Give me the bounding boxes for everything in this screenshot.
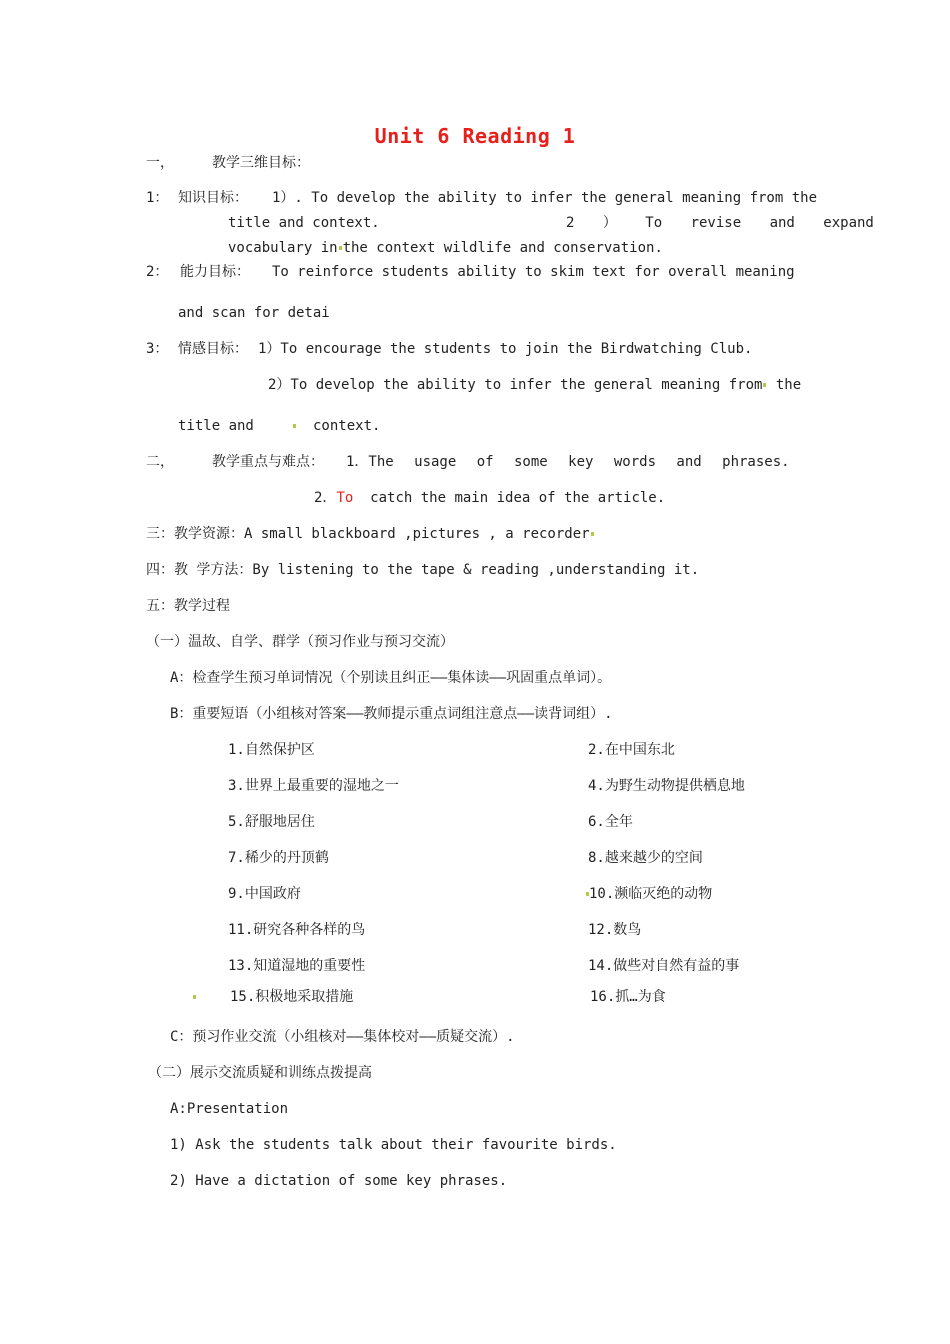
goal-3-line-2a: 2）To develop the ability to infer the general meaning from [268, 377, 763, 393]
goal-3-mark [292, 416, 297, 436]
goal-3-label: 情感目标： [178, 341, 248, 357]
goal-3-line-1: 1）To encourage the students to join the Birdwatching Club. [258, 341, 753, 357]
mark-dot [763, 383, 766, 387]
section-4: 四：教 学方法：By listening to the tape & reading ,understanding it. [146, 562, 700, 578]
mark-dot [339, 246, 342, 250]
presentation-heading: A:Presentation [170, 1101, 289, 1117]
goal-1-line-3a: vocabulary in [228, 240, 338, 256]
phrase-3: 3.世界上最重要的湿地之一 [228, 778, 399, 794]
phrase-10 [586, 884, 712, 904]
section-2-line-2b: To [336, 490, 354, 506]
goal-3-line-2 [268, 375, 801, 395]
goal-2-line-2: and scan for detai [178, 305, 330, 321]
section-2-line-1 [346, 452, 790, 472]
presentation-item-1: 1) Ask the students talk about their favourite birds. [170, 1137, 617, 1153]
part-1-heading: （一）温故、自学、群学（预习作业与预习交流） [146, 634, 454, 650]
part-2-heading: （二）展示交流质疑和训练点拨提高 [148, 1065, 372, 1081]
part-1-c: C：预习作业交流（小组核对——集体校对——质疑交流）. [170, 1029, 515, 1045]
mark-dot [293, 424, 296, 428]
goal-1-label: 知识目标： [178, 190, 248, 206]
phrase-8: 8.越来越少的空间 [588, 850, 703, 866]
goal-1-number: 1： [146, 190, 169, 206]
section-2-number: 二， [146, 454, 174, 470]
section-2-line-2 [314, 488, 665, 508]
phrase-10-text: 10.濒临灭绝的动物 [589, 886, 713, 902]
goal-1-line-2b-text: 2 ） To revise and expand [566, 215, 874, 231]
phrase-4: 4.为野生动物提供栖息地 [588, 778, 745, 794]
section-2-heading: 教学重点与难点： [212, 454, 324, 470]
goal-2-line-1: To reinforce students ability to skim text for overall meaning [272, 264, 795, 280]
section-2-line-2c: catch the main idea of the article. [370, 490, 666, 506]
phrase-13: 13.知道湿地的重要性 [228, 958, 366, 974]
goal-2-number: 2： [146, 264, 169, 280]
section-2-line-1-text: 1．The usage of some key words and phrases. [346, 454, 790, 470]
phrase-12: 12.数鸟 [588, 922, 642, 938]
section-1-number: 一， [146, 155, 174, 171]
section-1-heading: 教学三维目标： [212, 155, 310, 171]
part-1-a: A：检查学生预习单词情况（个别读且纠正——集体读——巩固重点单词）。 [170, 670, 612, 686]
goal-3-line-3a: title and [178, 418, 254, 434]
section-3 [146, 524, 595, 544]
phrase-16: 16.抓…为食 [590, 989, 666, 1005]
phrase-1: 1.自然保护区 [228, 742, 315, 758]
goal-3-number: 3： [146, 341, 169, 357]
document-title: Unit 6 Reading 1 [374, 124, 576, 148]
goal-1-line-3b: the context wildlife and conservation. [342, 240, 663, 256]
section-3-text: 三：教学资源：A small blackboard ,pictures , a recorder [146, 526, 590, 542]
phrase-15: 15.积极地采取措施 [230, 989, 354, 1005]
phrase-11: 11.研究各种各样的鸟 [228, 922, 366, 938]
phrase-2: 2.在中国东北 [588, 742, 675, 758]
goal-3-line-3b: context. [313, 418, 381, 434]
mark-dot [193, 995, 196, 999]
goal-1-line-3 [228, 238, 663, 258]
goal-1-line-2b [566, 213, 874, 233]
phrase-7: 7.稀少的丹顶鹤 [228, 850, 329, 866]
goal-1-line-2a: title and context. [228, 215, 380, 231]
part-1-b: B：重要短语（小组核对答案——教师提示重点词组注意点——读背词组）. [170, 706, 613, 722]
section-5: 五：教学过程 [146, 598, 230, 614]
presentation-item-2: 2) Have a dictation of some key phrases. [170, 1173, 508, 1189]
phrase-15-mark [192, 987, 197, 1007]
goal-3-line-2b: the [775, 377, 802, 393]
section-2-line-2a: 2． [314, 490, 337, 506]
goal-1-line-1: 1）. To develop the ability to infer the general meaning from the [272, 190, 818, 206]
mark-dot [591, 532, 594, 536]
phrase-9: 9.中国政府 [228, 886, 301, 902]
phrase-5: 5.舒服地居住 [228, 814, 315, 830]
phrase-6: 6.全年 [588, 814, 633, 830]
goal-2-label: 能力目标： [180, 264, 250, 280]
phrase-14: 14.做些对自然有益的事 [588, 958, 740, 974]
